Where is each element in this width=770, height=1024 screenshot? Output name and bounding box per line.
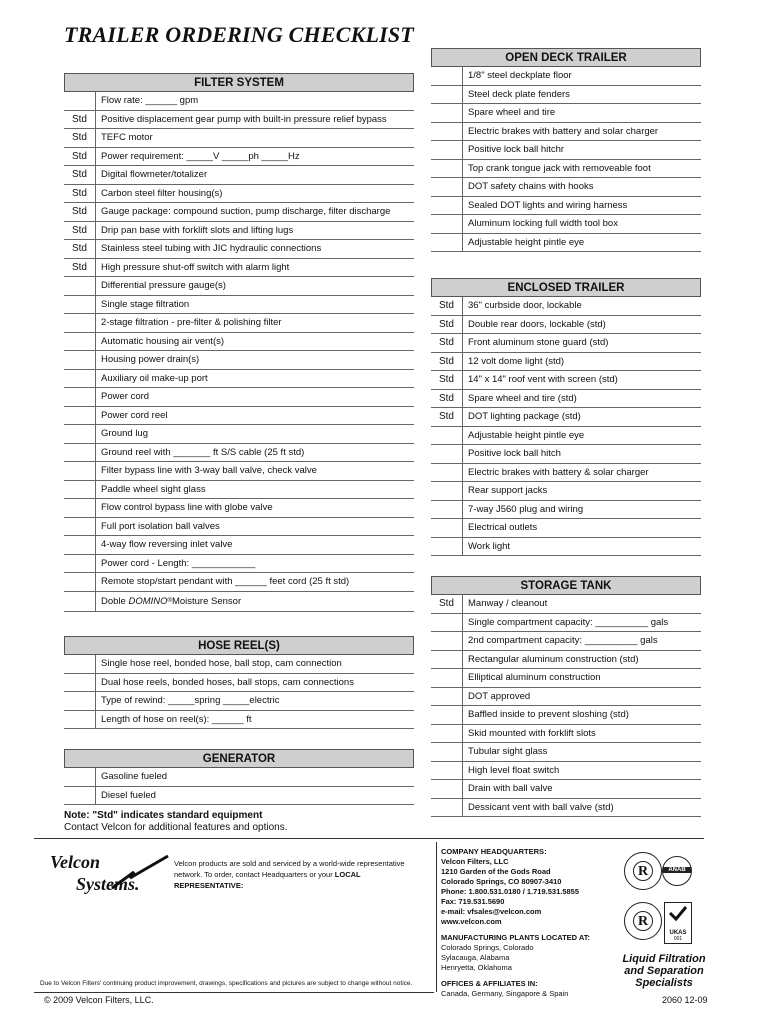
checklist-row[interactable] [431,353,701,372]
checkbox-cell[interactable]: Std [431,334,463,352]
checklist-row[interactable] [64,388,414,407]
row-label: Dual hose reels, bonded hoses, ball stops, cam connections [101,676,354,688]
checklist-row[interactable] [431,501,701,520]
checklist-row[interactable] [64,692,414,711]
row-label: Flow control bypass line with globe valve [101,502,273,514]
row-label: Adjustable height pintle eye [468,236,585,248]
row-label: Positive lock ball hitch [468,448,561,460]
hq-address: 1210 Garden of the Gods Road [441,867,551,876]
storage-tank-rows [431,595,701,817]
row-label: Automatic housing air vent(s) [101,335,225,347]
checkbox-cell[interactable] [64,333,96,351]
hq-city: Colorado Springs, CO 80907-3410 [441,877,562,886]
checklist-row[interactable] [64,351,414,370]
row-label: Positive displacement gear pump with built-in pressure relief bypass [101,113,387,125]
ukas-number: 001 [673,936,683,942]
row-label: Drain with ball valve [468,783,553,795]
registrar-seal-icon: R [624,852,662,890]
plant-location: Sylacauga, Alabama [441,953,510,962]
checklist-row[interactable] [431,123,701,142]
checkbox-cell[interactable] [64,555,96,573]
row-label: Single hose reel, bonded hose, ball stop, cam connection [101,658,342,670]
checklist-row[interactable] [431,334,701,353]
row-label: Sealed DOT lights and wiring harness [468,199,628,211]
checklist-row[interactable] [64,444,414,463]
row-label: 4-way flow reversing inlet valve [101,539,233,551]
hose-reels-rows [64,655,414,729]
copyright: © 2009 Velcon Filters, LLC. [44,995,154,1005]
checklist-row[interactable] [431,316,701,335]
row-label: Drip pan base with forklift slots and lifting lugs [101,224,294,236]
checklist-row[interactable] [64,536,414,555]
checkbox-cell[interactable] [431,780,463,798]
footer-bottom-divider [34,992,434,993]
checklist-row[interactable] [431,178,701,197]
tagline-line: Liquid Filtration [622,953,706,965]
checkbox-cell[interactable]: Std [64,148,96,166]
row-label: DOT safety chains with hooks [468,181,594,193]
checkbox-cell[interactable] [431,743,463,761]
checkbox-cell[interactable] [431,178,463,196]
checklist-row[interactable] [431,427,701,446]
checklist-row[interactable] [431,371,701,390]
checklist-row[interactable] [431,669,701,688]
hq-company: Velcon Filters, LLC [441,857,509,866]
checklist-row[interactable] [431,408,701,427]
checklist-row[interactable] [431,706,701,725]
row-label: 36" curbside door, lockable [468,300,582,312]
hq-fax: Fax: 719.531.5690 [441,897,505,906]
checkbox-cell[interactable] [431,725,463,743]
row-label: High pressure shut-off switch with alarm light [101,261,290,273]
checkbox-cell[interactable]: Std [64,259,96,277]
checkbox-cell[interactable]: Std [64,185,96,203]
checkbox-cell[interactable]: Std [431,353,463,371]
checkbox-cell[interactable]: Std [431,371,463,389]
checkbox-cell[interactable] [64,655,96,673]
anab-label: ANAB [663,867,691,873]
checklist-row[interactable] [64,555,414,574]
checkbox-cell[interactable]: Std [431,390,463,408]
checkbox-cell[interactable] [431,160,463,178]
checklist-row[interactable] [64,462,414,481]
certification-seals-top [622,850,696,894]
ukas-label: UKAS [669,930,687,936]
checklist-row[interactable] [431,595,701,614]
checkbox-cell[interactable] [431,104,463,122]
checklist-row[interactable] [431,67,701,86]
headquarters-info [441,847,611,999]
row-label: Electric brakes with battery and solar charger [468,125,659,137]
open-deck-rows [431,67,701,252]
generator-section [64,749,414,805]
row-label: Carbon steel filter housing(s) [101,187,223,199]
logo-word-velcon: Velcon [50,852,101,872]
checklist-row[interactable] [64,333,414,352]
row-label: Type of rewind: _____spring _____electric [101,695,280,707]
row-label: Stainless steel tubing with JIC hydraulic connections [101,243,322,255]
note-bold: Note: "Std" indicates standard equipment [64,810,263,821]
checkbox-cell[interactable] [64,277,96,295]
row-label: Power cord reel [101,409,168,421]
checkbox-cell[interactable] [64,573,96,591]
checklist-row[interactable] [64,573,414,592]
checklist-row[interactable] [431,390,701,409]
logo-word-systems: Systems. [76,874,140,894]
footer-divider [34,838,704,839]
row-label: Baffled inside to prevent sloshing (std) [468,709,629,721]
row-label: Housing power drain(s) [101,354,200,366]
checkbox-cell[interactable] [64,425,96,443]
checklist-row[interactable] [431,141,701,160]
row-label: Spare wheel and tire [468,107,556,119]
row-label: TEFC motor [101,132,153,144]
plant-location: Colorado Springs, Colorado [441,943,534,952]
row-label: 12 volt dome light (std) [468,355,565,367]
checkbox-cell[interactable] [64,351,96,369]
checklist-row[interactable] [64,518,414,537]
checklist-row[interactable] [64,655,414,674]
checkbox-cell[interactable]: Std [64,129,96,147]
checklist-row[interactable] [64,711,414,730]
checklist-row[interactable] [64,768,414,787]
disclaimer: Due to Velcon Filters' continuing product improvement, drawings, specifications and pictures are subject to change without notice. [40,980,413,987]
checkbox-cell[interactable] [431,482,463,500]
row-label: Flow rate: ______ gpm [101,95,199,107]
row-label: Front aluminum stone guard (std) [468,337,609,349]
row-label: 7-way J560 plug and wiring [468,503,584,515]
row-label: Elliptical aluminum construction [468,672,601,684]
checkbox-cell[interactable]: Std [431,595,463,613]
generator-rows [64,768,414,805]
page-title: TRAILER ORDERING CHECKLIST [64,22,414,47]
checkbox-cell[interactable] [431,234,463,252]
row-label: 2nd compartment capacity: __________ gals [468,635,658,647]
checklist-row[interactable] [64,481,414,500]
checklist-row[interactable] [64,92,414,111]
row-label: Doble DOMINO ® Moisture Sensor [101,595,242,607]
checkbox-cell[interactable] [431,669,463,687]
checkbox-cell[interactable]: Std [64,166,96,184]
generator-header: GENERATOR [64,749,414,768]
checkbox-cell[interactable]: Std [431,297,463,315]
row-label: Differential pressure gauge(s) [101,280,226,292]
checkbox-cell[interactable]: Std [64,240,96,258]
checklist-row[interactable] [431,688,701,707]
filter-system-rows [64,92,414,592]
row-label: Single compartment capacity: __________ gals [468,616,669,628]
checkbox-cell[interactable] [431,445,463,463]
checkbox-cell[interactable] [64,388,96,406]
checkbox-cell[interactable] [431,688,463,706]
checkbox-cell[interactable] [431,706,463,724]
open-deck-section [431,48,701,252]
checklist-row[interactable] [431,197,701,216]
company-tagline [608,953,720,989]
checklist-row[interactable] [64,425,414,444]
checklist-row[interactable] [431,445,701,464]
checkbox-cell[interactable]: Std [64,222,96,240]
plant-location: Henryetta, Oklahoma [441,963,512,972]
checklist-row[interactable] [64,407,414,426]
row-label: Diesel fueled [101,789,156,801]
checklist-row[interactable] [431,743,701,762]
open-deck-header: OPEN DECK TRAILER [431,48,701,67]
checkbox-cell[interactable] [64,518,96,536]
checkbox-cell[interactable] [64,768,96,786]
checklist-row[interactable] [431,519,701,538]
checkbox-cell[interactable] [64,314,96,332]
checkbox-cell[interactable] [431,501,463,519]
checkbox-cell[interactable] [431,197,463,215]
row-label: Rear support jacks [468,485,548,497]
checkbox-cell[interactable] [431,86,463,104]
row-label: Rectangular aluminum construction (std) [468,653,639,665]
checklist-row[interactable] [431,538,701,557]
tagline-line: Specialists [635,977,693,989]
hq-heading: COMPANY HEADQUARTERS: [441,847,547,856]
row-label: DOT lighting package (std) [468,411,581,423]
checklist-row[interactable] [431,215,701,234]
tagline-line: and Separation [624,965,704,977]
checklist-row[interactable] [431,725,701,744]
checklist-row[interactable] [64,222,414,241]
row-label: Double rear doors, lockable (std) [468,318,606,330]
checklist-row[interactable] [431,104,701,123]
checkbox-cell[interactable] [64,296,96,314]
checkbox-cell[interactable] [64,674,96,692]
checklist-row[interactable] [64,129,414,148]
checklist-row[interactable] [64,185,414,204]
checkbox-cell[interactable] [64,370,96,388]
checkbox-cell[interactable] [64,536,96,554]
footer-vertical-divider [436,842,437,992]
row-label: Manway / cleanout [468,598,548,610]
checklist-row[interactable] [431,160,701,179]
row-label: 2-stage filtration - pre-filter & polishing filter [101,317,282,329]
checkbox-cell[interactable] [431,215,463,233]
certification-seals-bottom [622,900,696,946]
row-label: Work light [468,540,511,552]
crown-check-icon [665,903,691,925]
row-label: Top crank tongue jack with removeable foot [468,162,651,174]
checkbox-cell[interactable] [431,614,463,632]
checklist-row[interactable] [64,787,414,806]
checkbox-cell[interactable] [431,464,463,482]
row-label: Remote stop/start pendant with ______ feet cord (25 ft std) [101,576,350,588]
checkbox-cell[interactable] [64,592,96,611]
ukas-seal-icon [664,902,692,944]
row-label: 14" x 14" roof vent with screen (std) [468,374,618,386]
checkbox-cell[interactable] [431,141,463,159]
row-label: Tubular sight glass [468,746,548,758]
checklist-row[interactable] [64,203,414,222]
checkbox-cell[interactable]: Std [64,111,96,129]
checkbox-cell[interactable] [431,538,463,556]
row-label: Skid mounted with forklift slots [468,727,596,739]
checklist-row[interactable] [431,614,701,633]
checklist-row[interactable] [431,651,701,670]
row-label: Single stage filtration [101,298,190,310]
checkbox-cell[interactable]: Std [431,408,463,426]
checklist-row-domino[interactable] [64,592,414,612]
row-label: Ground reel with _______ ft S/S cable (25 ft std) [101,446,305,458]
checklist-row[interactable] [64,296,414,315]
checkbox-cell[interactable] [431,123,463,141]
checklist-row[interactable] [431,464,701,483]
row-label: Electric brakes with battery & solar charger [468,466,649,478]
checklist-row[interactable] [431,799,701,818]
checklist-row[interactable] [64,166,414,185]
hose-reels-header: HOSE REEL(S) [64,636,414,655]
checkbox-cell[interactable] [64,407,96,425]
row-label: Adjustable height pintle eye [468,429,585,441]
checkbox-cell[interactable] [64,787,96,805]
row-label: Gauge package: compound suction, pump discharge, filter discharge [101,206,391,218]
row-label: Length of hose on reel(s): ______ ft [101,713,252,725]
row-label: Power cord - Length: ____________ [101,557,256,569]
checkbox-cell[interactable] [431,762,463,780]
checkbox-cell[interactable]: Std [431,316,463,334]
row-label: Full port isolation ball valves [101,520,220,532]
checklist-row[interactable] [64,314,414,333]
row-label: Ground lug [101,428,149,440]
row-label: Filter bypass line with 3-way ball valve, check valve [101,465,317,477]
note-text: Contact Velcon for additional features and options. [64,822,288,833]
checklist-row[interactable] [64,259,414,278]
enclosed-trailer-header: ENCLOSED TRAILER [431,278,701,297]
checklist-row[interactable] [431,780,701,799]
checklist-row[interactable] [64,240,414,259]
standard-equipment-note [64,810,287,834]
checkbox-cell[interactable]: Std [64,203,96,221]
checklist-row[interactable] [64,277,414,296]
checkbox-cell[interactable] [431,427,463,445]
row-label: Power requirement: _____V _____ph _____Hz [101,150,300,162]
document-number: 2060 12-09 [662,995,708,1005]
row-label: Spare wheel and tire (std) [468,392,577,404]
row-label: Steel deck plate fenders [468,88,570,100]
checklist-row[interactable] [64,148,414,167]
row-label: Paddle wheel sight glass [101,483,206,495]
checkbox-cell[interactable] [431,519,463,537]
row-label: Auxiliary oil make-up port [101,372,208,384]
storage-tank-header: STORAGE TANK [431,576,701,595]
checkbox-cell[interactable] [64,462,96,480]
row-label: Digital flowmeter/totalizer [101,169,208,181]
enclosed-trailer-rows [431,297,701,556]
registrar-seal-icon: R [624,902,662,940]
checkbox-cell[interactable] [64,444,96,462]
checklist-row[interactable] [431,86,701,105]
checklist-row[interactable] [431,234,701,253]
checkbox-cell[interactable] [64,711,96,729]
checklist-row[interactable] [64,499,414,518]
checkbox-cell[interactable] [431,651,463,669]
row-label: Power cord [101,391,150,403]
checklist-row[interactable] [431,762,701,781]
checklist-row[interactable] [431,632,701,651]
checklist-row[interactable] [64,111,414,130]
checkbox-cell[interactable] [64,499,96,517]
checklist-row[interactable] [431,297,701,316]
row-label: Electrical outlets [468,522,538,534]
offices-heading: OFFICES & AFFILIATES IN: [441,979,538,988]
row-label: 1/8" steel deckplate floor [468,70,572,82]
row-label: Positive lock ball hitchr [468,144,565,156]
checkbox-cell[interactable] [64,692,96,710]
hose-reels-section [64,636,414,729]
plants-heading: MANUFACTURING PLANTS LOCATED AT: [441,933,591,942]
checkbox-cell[interactable] [431,67,463,85]
enclosed-trailer-section [431,278,701,556]
checkbox-cell[interactable] [64,481,96,499]
checkbox-cell[interactable] [431,632,463,650]
velcon-logo [40,852,170,902]
hq-email[interactable]: e-mail: vfsales@velcon.com [441,907,542,916]
row-label: High level float switch [468,764,560,776]
row-label: Gasoline fueled [101,771,168,783]
filter-system-header: FILTER SYSTEM [64,73,414,92]
row-label: Aluminum locking full width tool box [468,218,618,230]
row-label: Dessicant vent with ball valve (std) [468,801,614,813]
checklist-row[interactable] [64,370,414,389]
checklist-row[interactable] [431,482,701,501]
storage-tank-section [431,576,701,817]
hq-phone: Phone: 1.800.531.0180 / 1.719.531.5855 [441,887,580,896]
representative-blurb: Velcon products are sold and serviced by a world-wide representative network. To order, contact Headquarters or your LOCAL REPRESENTATIVE: [174,859,405,890]
checklist-row[interactable] [64,674,414,693]
offices-list: Canada, Germany, Singapore & Spain [441,989,569,998]
checkbox-cell[interactable] [431,799,463,817]
anab-seal-icon [662,856,692,886]
row-label: DOT approved [468,690,531,702]
filter-system-section [64,73,414,612]
checkbox-cell[interactable] [64,92,96,110]
hq-website[interactable]: www.velcon.com [441,917,502,926]
